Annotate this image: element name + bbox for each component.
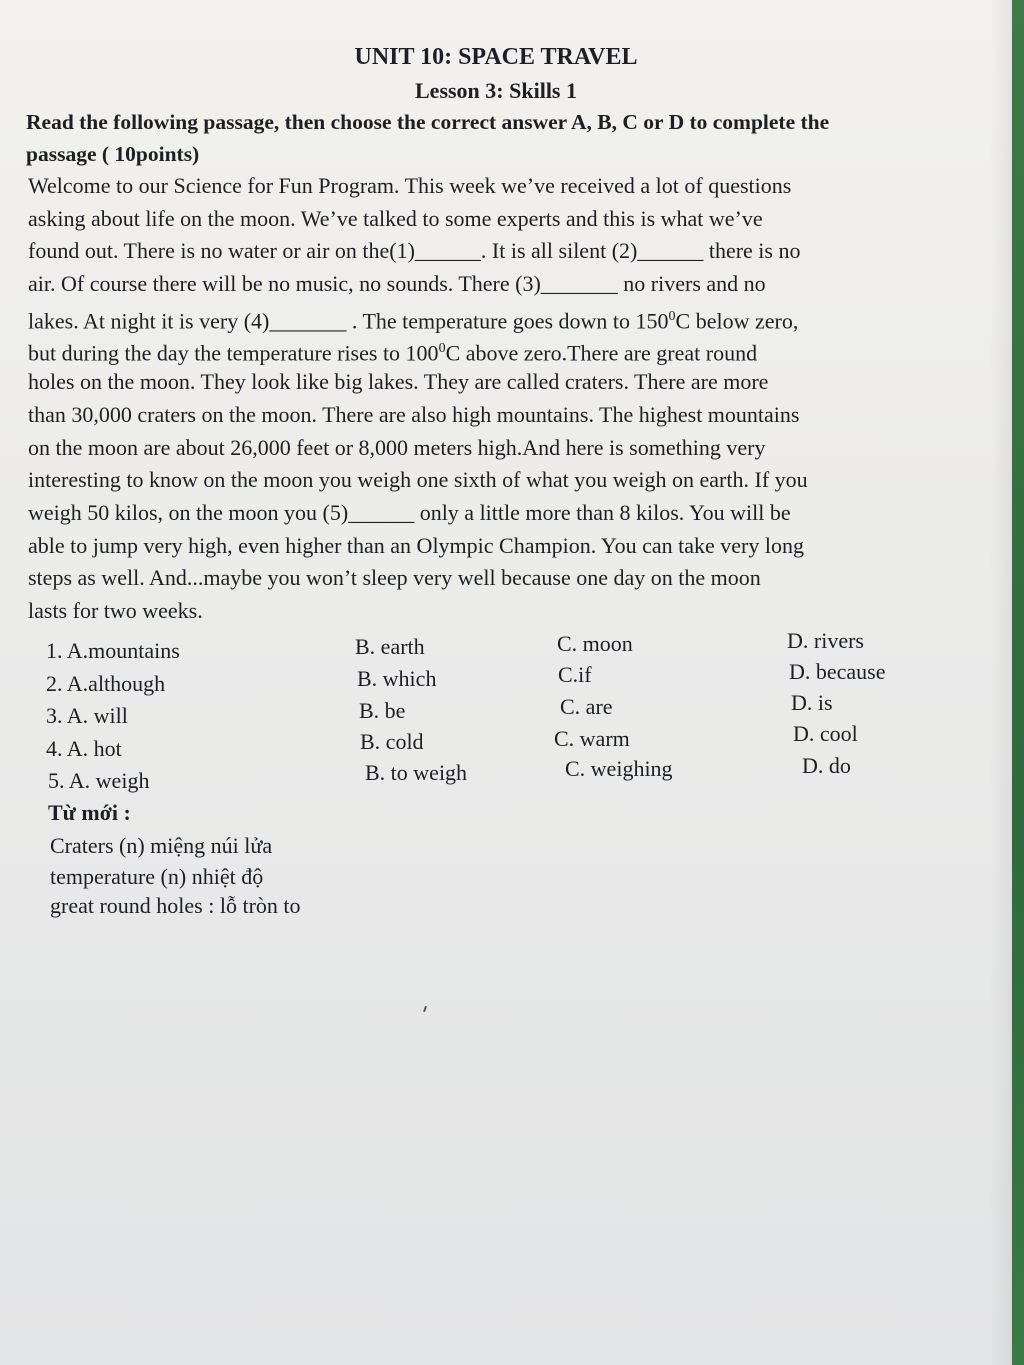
question-4-option-c: C. warm [554, 726, 630, 751]
degree-superscript: 0 [668, 308, 676, 324]
vocabulary-item: great round holes : lỗ tròn to [50, 893, 301, 918]
question-3-option-d: D. is [791, 690, 833, 715]
instruction: Read the following passage, then choose the correct answer A, B, C or D to complete the passage ( 10points) [26, 110, 830, 166]
passage-text: asking about life on the moon. We’ve talked to some experts and this is what we’ve [28, 205, 763, 231]
passage-line [28, 203, 918, 236]
question-1-option-a: 1. A.mountains [46, 638, 180, 663]
passage-text: able to jump very high, even higher than an Olympic Champion. You can take very long [28, 532, 804, 558]
question-1-option-b: B. earth [355, 634, 425, 659]
vocabulary-item: Craters (n) miệng núi lửa [50, 833, 273, 858]
passage-text: found out. There is no water or air on the(1)______. It is all silent (2)______ there is no [28, 238, 801, 264]
passage-text: air. Of course there will be no music, no sounds. There (3)_______ no rivers and no [28, 271, 766, 297]
passage-text: lakes. At night it is very (4)_______ . The temperature goes down to 150 [28, 308, 669, 334]
passage-line [28, 366, 918, 399]
passage-text: weigh 50 kilos, on the moon you (5)______ only a little more than 8 kilos. You will be [28, 499, 791, 525]
passage-line [28, 595, 918, 628]
passage-text: Welcome to our Science for Fun Program. This week we’ve received a lot of questions [28, 173, 792, 198]
question-1-option-c: C. moon [557, 631, 633, 656]
passage-line [28, 235, 918, 268]
question-2-option-d: D. because [789, 659, 886, 684]
question-2-option-b: B. which [357, 666, 437, 691]
passage-line [28, 268, 918, 301]
question-5-option-a: 5. A. weigh [48, 768, 150, 793]
passage-text: holes on the moon. They look like big lakes. They are called craters. There are more [28, 369, 769, 395]
passage-text: than 30,000 craters on the moon. There are also high mountains. The highest mountains [28, 401, 800, 427]
passage-line [28, 170, 918, 203]
vocabulary-title: Từ mới : [48, 800, 131, 825]
unit-title: UNIT 10: SPACE TRAVEL [354, 44, 638, 70]
passage-text: but during the day the temperature rises to 100 [28, 340, 439, 366]
question-3-option-b: B. be [359, 698, 406, 723]
page-edge-shadow [990, 0, 1012, 1365]
passage-line [28, 530, 918, 563]
question-3-option-a: 3. A. will [46, 703, 128, 728]
paper-speck [423, 1006, 427, 1012]
question-5-option-d: D. do [802, 753, 851, 778]
passage-text: interesting to know on the moon you weigh one sixth of what you weigh on earth. If you [28, 467, 808, 493]
question-5-option-c: C. weighing [565, 756, 673, 781]
passage-line [28, 432, 918, 465]
vocabulary-item: temperature (n) nhiệt độ [50, 864, 264, 889]
green-background-edge [1012, 0, 1024, 1365]
lesson-title: Lesson 3: Skills 1 [415, 78, 577, 103]
passage-text: lasts for two weeks. [28, 597, 203, 623]
passage-text: C below zero, [675, 308, 799, 334]
passage-line [28, 399, 918, 432]
question-2-option-a: 2. A.although [46, 671, 166, 696]
passage-line [28, 333, 918, 366]
reading-passage [28, 170, 918, 628]
question-3-option-c: C. are [560, 694, 613, 719]
passage-text: steps as well. And...maybe you won’t sleep very well because one day on the moon [28, 565, 761, 591]
passage-line [28, 301, 918, 334]
question-5-option-b: B. to weigh [365, 760, 468, 785]
question-1-option-d: D. rivers [787, 628, 864, 653]
passage-line [28, 497, 918, 530]
question-4-option-a: 4. A. hot [46, 736, 122, 761]
passage-text: on the moon are about 26,000 feet or 8,000 meters high.And here is something very [28, 434, 766, 460]
question-4-option-b: B. cold [360, 729, 424, 754]
question-2-option-c: C.if [558, 662, 592, 687]
question-4-option-d: D. cool [793, 721, 858, 746]
passage-text: C above zero.There are great round [445, 340, 758, 366]
passage-line [28, 464, 918, 497]
degree-superscript: 0 [438, 341, 446, 357]
passage-line [28, 562, 918, 595]
